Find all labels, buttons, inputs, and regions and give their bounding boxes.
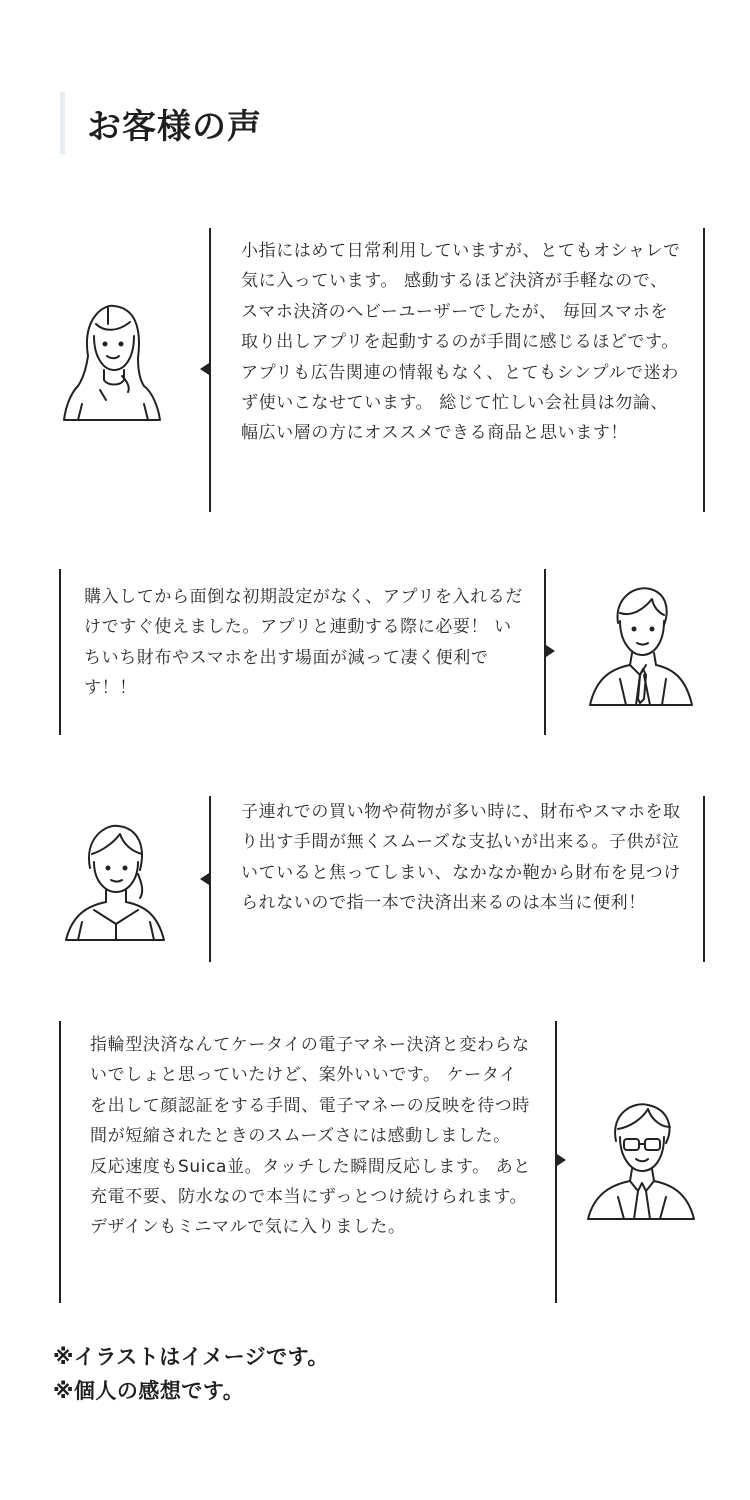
section-heading (60, 92, 262, 154)
review-card (0, 569, 750, 735)
review-text: 購入してから面倒な初期設定がなく、アプリを入れるだけですぐ使えました。アプリと連動する際に必要！ いちいち財布やスマホを出す場面が減って凄く便利です！！ (84, 587, 523, 699)
review-card (0, 228, 750, 512)
woman-long-hair-icon (52, 296, 172, 422)
page-title: お客様の声 (87, 106, 262, 147)
speech-pointer (557, 1154, 566, 1166)
man-suit-icon (580, 579, 700, 709)
woman-short-hair-icon (54, 818, 174, 942)
review-text: 指輪型決済なんてケータイの電子マネー決済と変わらないでしょと思っていたけど、案外いいです。 ケータイを出して顔認証をする手間、電子マネーの反映を待つ時間が短縮されたときのスムーズさには感動しました。 反応速度もSuica並。タッチした瞬間反応します。 あと充電不要、防水なので本当にずっとつけ続けられます。 デザインもミニマルで気に入りました。 (90, 1035, 531, 1238)
disclaimer-notes (53, 1340, 329, 1408)
review-bubble (209, 228, 705, 512)
man-glasses-icon (580, 1097, 702, 1223)
review-card (0, 796, 750, 962)
review-bubble (59, 1021, 557, 1303)
review-text: 小指にはめて日常利用していますが、とてもオシャレで気に入っています。 感動するほど決済が手軽なので、スマホ決済のへビーユーザーでしたが、 毎回スマホを取り出しアプリを起動するのが手間に感じるほどです。 アプリも広告関連の情報もなく、とてもシンプルで迷わず使いこなせています。 総じて忙しい会社員は勿論、幅広い層の方にオススメできる商品と思います！ (241, 241, 681, 444)
review-bubble (209, 796, 705, 962)
disclaimer-note: ※イラストはイメージです。 (53, 1345, 329, 1369)
review-text: 子連れでの買い物や荷物が多い時に、財布やスマホを取り出す手間が無くスムーズな支払いが出来る。子供が泣いていると焦ってしまい、なかなか鞄から財布を見つけられないので指一本で決済出来るのは本当に便利！ (241, 802, 681, 914)
speech-pointer (546, 645, 555, 657)
review-bubble (59, 569, 546, 735)
review-card (0, 1021, 750, 1303)
speech-pointer (200, 873, 209, 885)
speech-pointer (200, 363, 209, 375)
disclaimer-note: ※個人の感想です。 (53, 1379, 245, 1403)
